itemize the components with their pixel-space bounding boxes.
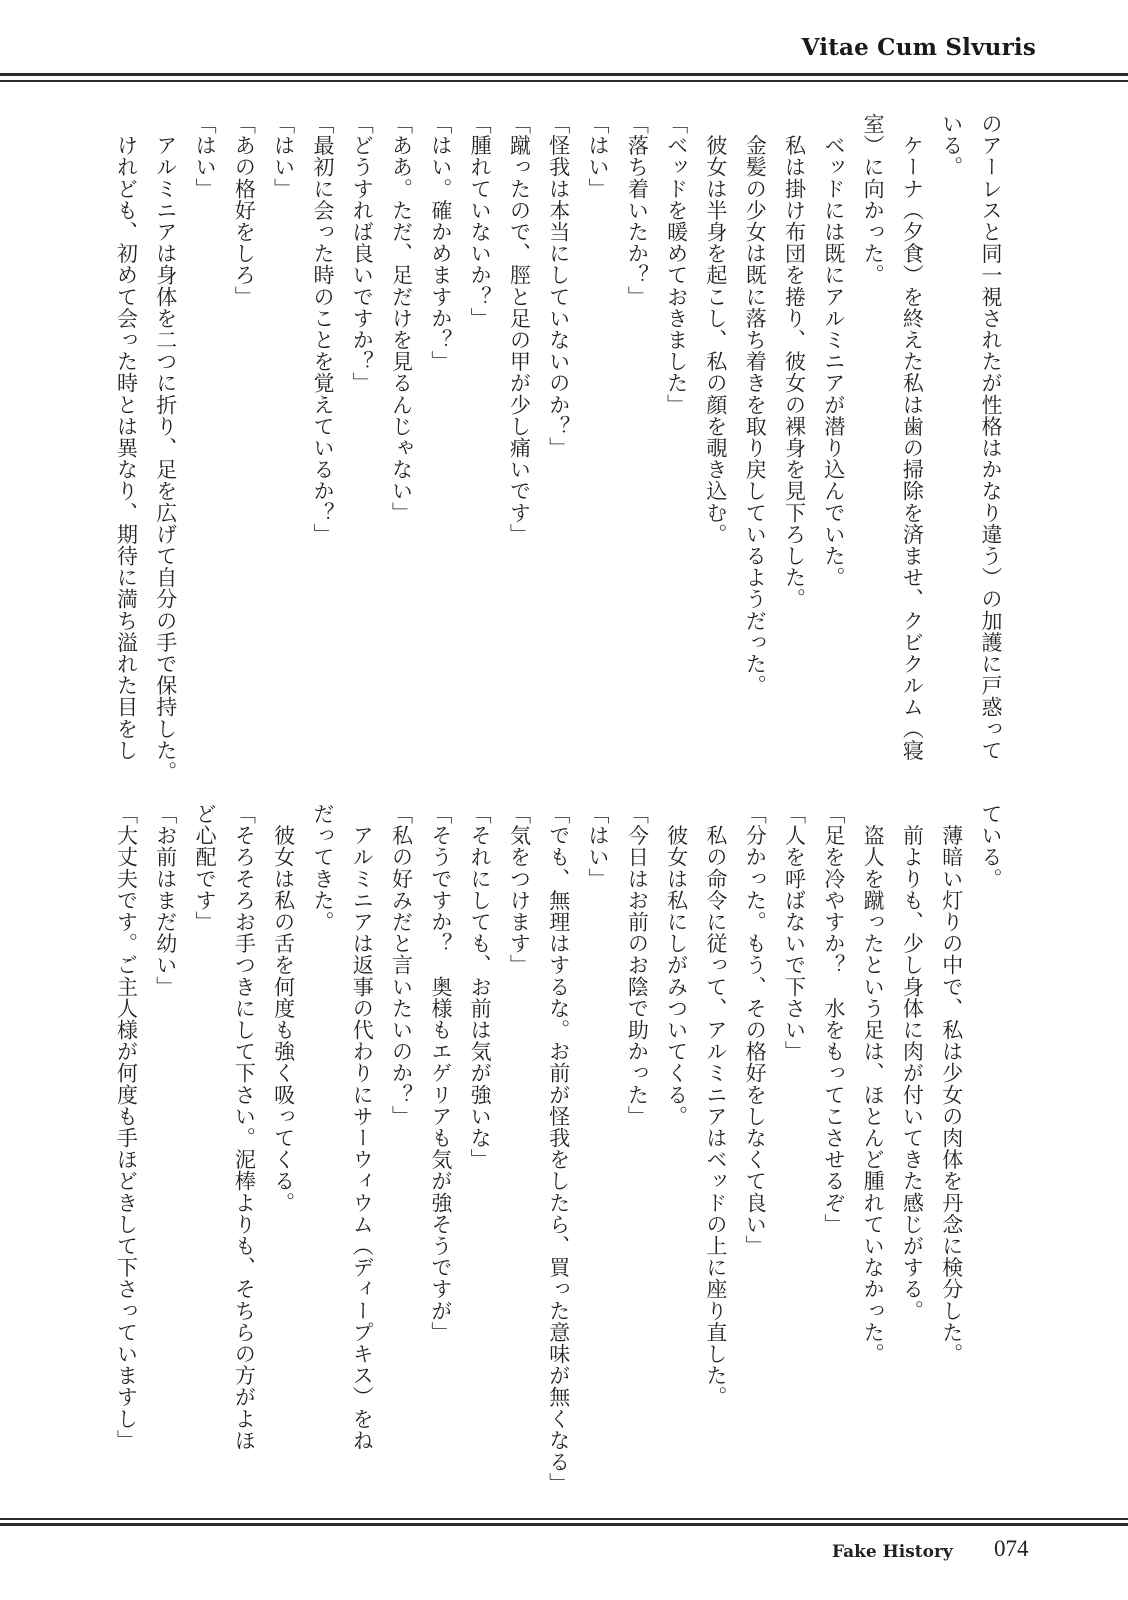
text-line: 「はい」 [271, 113, 296, 200]
text-line: 私は掛け布団を捲り、彼女の裸身を見下ろした。 [782, 113, 807, 610]
text-block-lower [106, 803, 1010, 1495]
text-line: 「ベッドを暖めておきました」 [664, 113, 689, 416]
text-line: 「はい」 [586, 113, 611, 200]
text-line: 「分かった。もう、その格好をしなくて良い」 [743, 803, 768, 1257]
text-line: 室）に向かった。 [861, 113, 886, 286]
text-line: 「腫れていないか？」 [468, 113, 493, 329]
text-line: 「人を呼ばないで下さい」 [782, 803, 807, 1063]
text-line: のアーレスと同一視されたが性格はかなり違う）の加護に戸惑って [979, 113, 1003, 761]
text-line: 「はい」 [586, 803, 611, 890]
text-line: ベッドには既にアルミニアが潜り込んでいた。 [821, 113, 846, 589]
text-line: 「落ち着いたか？」 [625, 113, 650, 308]
text-line: 「でも、無理はするな。お前が怪我をしたら、買った意味が無くなる」 [546, 803, 571, 1495]
text-line: 「今日はお前のお陰で助かった」 [625, 803, 650, 1127]
text-line: 「はい。確かめますか？」 [428, 113, 453, 373]
text-line: 「そろそろお手つきにして下さい。泥棒よりも、そちらの方がよほ [232, 803, 257, 1451]
text-block-upper [106, 113, 1010, 783]
text-line: 「ああ。ただ、足だけを見るんじゃない」 [389, 113, 414, 524]
text-line: 「あの格好をしろ」 [232, 113, 257, 308]
text-line: 「それにしても、お前は気が強いな」 [468, 803, 493, 1171]
text-line: いる。 [939, 113, 964, 178]
text-line: 「お前はまだ幼い」 [153, 803, 178, 998]
text-line: 「どうすれば良いですか？」 [350, 113, 375, 394]
text-line: 「気をつけます」 [507, 803, 532, 976]
text-line: ど心配です」 [193, 803, 218, 933]
text-line: 盗人を蹴ったという足は、ほとんど腫れていなかった。 [861, 803, 886, 1365]
text-line: 「はい」 [193, 113, 218, 200]
text-line: 彼女は私の舌を何度も強く吸ってくる。 [271, 803, 296, 1214]
text-line: 薄暗い灯りの中で、私は少女の肉体を丹念に検分した。 [939, 803, 964, 1365]
page-number: 074 [994, 1536, 1029, 1561]
text-line: 私の命令に従って、アルミニアはベッドの上に座り直した。 [703, 803, 728, 1408]
running-head-title: Vitae Cum Slvuris [801, 34, 1036, 61]
footer-book-title: Fake History [832, 1542, 953, 1562]
text-line: 金髪の少女は既に落ち着きを取り戻しているようだった。 [743, 113, 768, 697]
text-line: 彼女は私にしがみついてくる。 [664, 803, 689, 1127]
header-rule-thin [0, 80, 1128, 82]
text-line: アルミニアは身体を二つに折り、足を広げて自分の手で保持した。 [153, 113, 178, 783]
text-line: 「私の好みだと言いたいのか？」 [389, 803, 414, 1127]
text-line: 彼女は半身を起こし、私の顔を覗き込む。 [703, 113, 728, 545]
footer-rule-thick [0, 1523, 1128, 1526]
text-line: 「蹴ったので、脛と足の甲が少し痛いです」 [507, 113, 532, 545]
text-line: 「怪我は本当にしていないのか？」 [546, 113, 571, 459]
text-line: 「最初に会った時のことを覚えているか？」 [310, 113, 335, 545]
footer-rule-thin [0, 1518, 1128, 1520]
text-line: ている。 [979, 803, 1003, 890]
text-line: だってきた。 [310, 803, 335, 933]
text-line: 「足を冷やすか？ 水をもってこさせるぞ」 [821, 803, 846, 1235]
text-line: 前よりも、少し身体に肉が付いてきた感じがする。 [900, 803, 925, 1322]
text-line: アルミニアは返事の代わりにサーウィウム（ディープキス）をね [350, 803, 375, 1451]
text-line: けれども、初めて会った時とは異なり、期待に満ち溢れた目をし [114, 113, 139, 761]
text-line: 「そうですか？ 奥様もエゲリアも気が強そうですが」 [428, 803, 453, 1343]
text-line: 「大丈夫です。ご主人様が何度も手ほどきして下さっていますし」 [114, 803, 139, 1451]
text-line: ケーナ（夕食）を終えた私は歯の掃除を済ませ、クビクルム（寝 [900, 113, 925, 761]
header-rule-thick [0, 73, 1128, 76]
